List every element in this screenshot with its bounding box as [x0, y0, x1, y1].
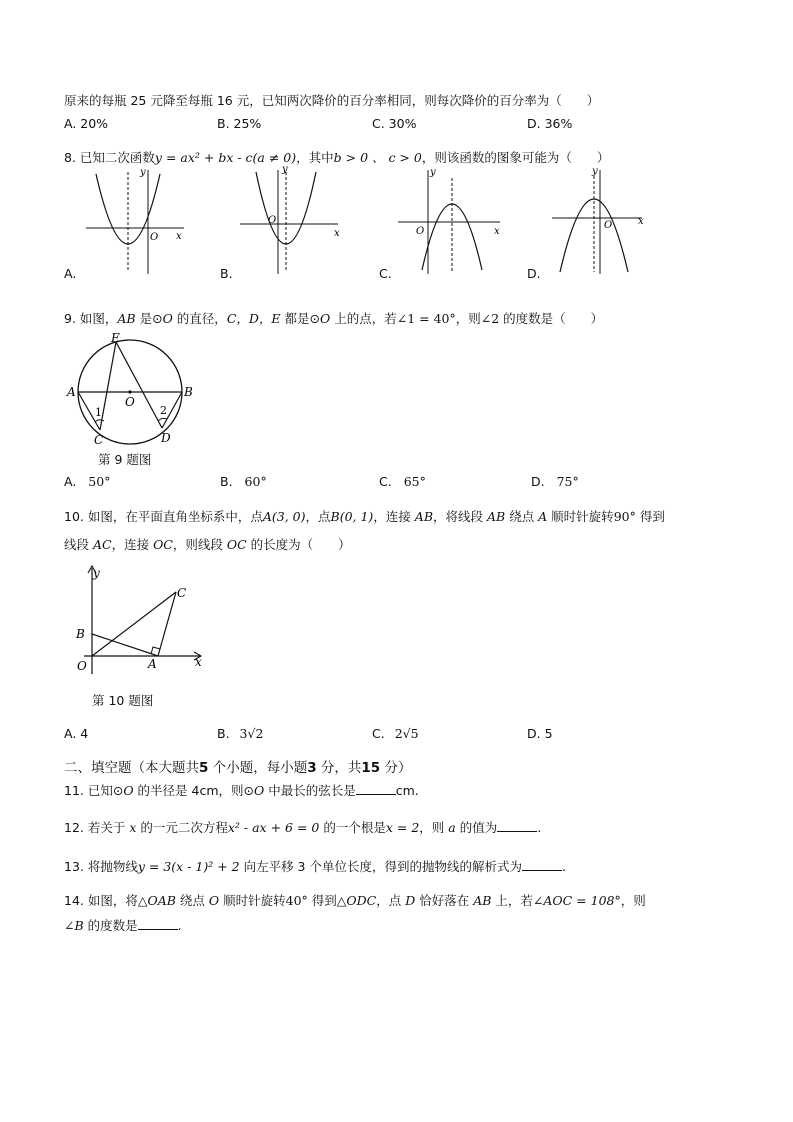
label-y: y	[93, 566, 100, 580]
q8-graph-b	[236, 166, 346, 278]
y-label: y	[592, 166, 598, 177]
label-c: C	[94, 433, 104, 447]
y-label: y	[430, 167, 436, 178]
segment-ab	[92, 634, 158, 656]
q10-option-c: C. 2√5	[372, 726, 419, 741]
q9-figure	[64, 330, 200, 450]
q8-graph-c	[394, 166, 504, 278]
q10-figure	[70, 562, 210, 682]
q14-line1: 14. 如图，将△OAB 绕点 O 顺时针旋转40° 得到△ODC，点 D 恰好落在 AB 上，若∠AOC = 108°，则	[64, 893, 646, 908]
segment-ed	[116, 342, 162, 428]
q8-stem: 8. 已知二次函数y = ax² + bx - c(a ≠ 0)，其中b > 0 、 c > 0，则该函数的图象可能为（ ）	[64, 150, 610, 165]
x-label: x	[494, 226, 500, 237]
label-x: x	[195, 655, 202, 669]
label-c: C	[177, 586, 187, 600]
origin-label: O	[416, 226, 425, 237]
segment-ac	[158, 592, 176, 656]
q14-answer-blank[interactable]	[138, 917, 178, 930]
label-d: D	[161, 431, 171, 445]
label-o: O	[77, 659, 87, 673]
q10-option-a: A. 4	[64, 726, 89, 741]
q11: 11. 已知⊙O 的半径是 4cm，则⊙O 中最长的弦长是 cm.	[64, 783, 419, 798]
x-label: x	[638, 216, 644, 227]
section-2-title: 二、填空题（本大题共5 个小题，每小题3 分，共15 分）	[64, 760, 412, 776]
segment-oc	[92, 592, 176, 656]
origin-label: O	[268, 215, 277, 226]
x-label: x	[334, 228, 340, 239]
q8-option-b: B.	[220, 266, 233, 281]
y-label: y	[140, 167, 146, 178]
label-b: B	[76, 627, 85, 641]
q10-stem-line1: 10. 如图，在平面直角坐标系中，点A(3, 0)，点B(0, 1)，连接 AB，将线段 AB 绕点 A 顺时针旋转90° 得到	[64, 509, 665, 524]
q9-option-b: B. 60°	[220, 474, 267, 489]
q10-caption: 第 10 题图	[92, 693, 154, 708]
center-point	[128, 390, 131, 393]
q8-graph-d	[548, 166, 658, 278]
q13-answer-blank[interactable]	[522, 858, 562, 871]
q10-option-b: B. 3√2	[217, 726, 264, 741]
q12: 12. 若关于 x 的一元二次方程x² - ax + 6 = 0 的一个根是x = 2，则 a 的值为 .	[64, 820, 542, 835]
label-angle-2: 2	[160, 404, 167, 417]
q10-option-d: D. 5	[527, 726, 553, 741]
origin-label: O	[604, 220, 613, 231]
y-label: y	[282, 166, 288, 175]
q14-line2: ∠B 的度数是 .	[64, 918, 182, 933]
q9-stem: 9. 如图，AB 是⊙O 的直径，C，D，E 都是⊙O 上的点，若∠1 = 40°，则∠2 的度数是（ ）	[64, 311, 604, 326]
q9-option-a: A. 50°	[64, 474, 111, 489]
segment-ec	[100, 342, 116, 430]
q10-stem-line2: 线段 AC，连接 OC，则线段 OC 的长度为（ ）	[64, 537, 351, 552]
q9-option-d: D. 75°	[531, 474, 579, 489]
q7-option-d: D. 36%	[527, 116, 573, 131]
q9-option-c: C. 65°	[379, 474, 426, 489]
label-b: B	[184, 385, 193, 399]
q11-answer-blank[interactable]	[356, 782, 396, 795]
q7-option-a: A. 20%	[64, 116, 109, 131]
q8-option-a: A.	[64, 266, 77, 281]
q13: 13. 将抛物线y = 3(x - 1)² + 2 向左平移 3 个单位长度，得到的抛物线的解析式为 .	[64, 859, 566, 874]
origin-label: O	[150, 232, 159, 243]
q12-answer-blank[interactable]	[497, 819, 537, 832]
q8-option-c: C.	[379, 266, 392, 281]
q7-option-b: B. 25%	[217, 116, 262, 131]
label-a: A	[148, 657, 157, 671]
label-e: E	[111, 331, 120, 345]
q9-caption: 第 9 题图	[98, 452, 152, 467]
label-angle-1: 1	[95, 406, 102, 419]
label-a: A	[67, 385, 76, 399]
q7-option-c: C. 30%	[372, 116, 417, 131]
q8-graph-a	[82, 166, 192, 278]
q8-option-d: D.	[527, 266, 541, 281]
x-label: x	[176, 231, 182, 242]
q7-stem: 原来的每瓶 25 元降至每瓶 16 元，已知两次降价的百分率相同，则每次降价的百分率为（ ）	[64, 93, 600, 108]
label-o: O	[125, 395, 135, 409]
angle-1-arc	[95, 420, 104, 422]
